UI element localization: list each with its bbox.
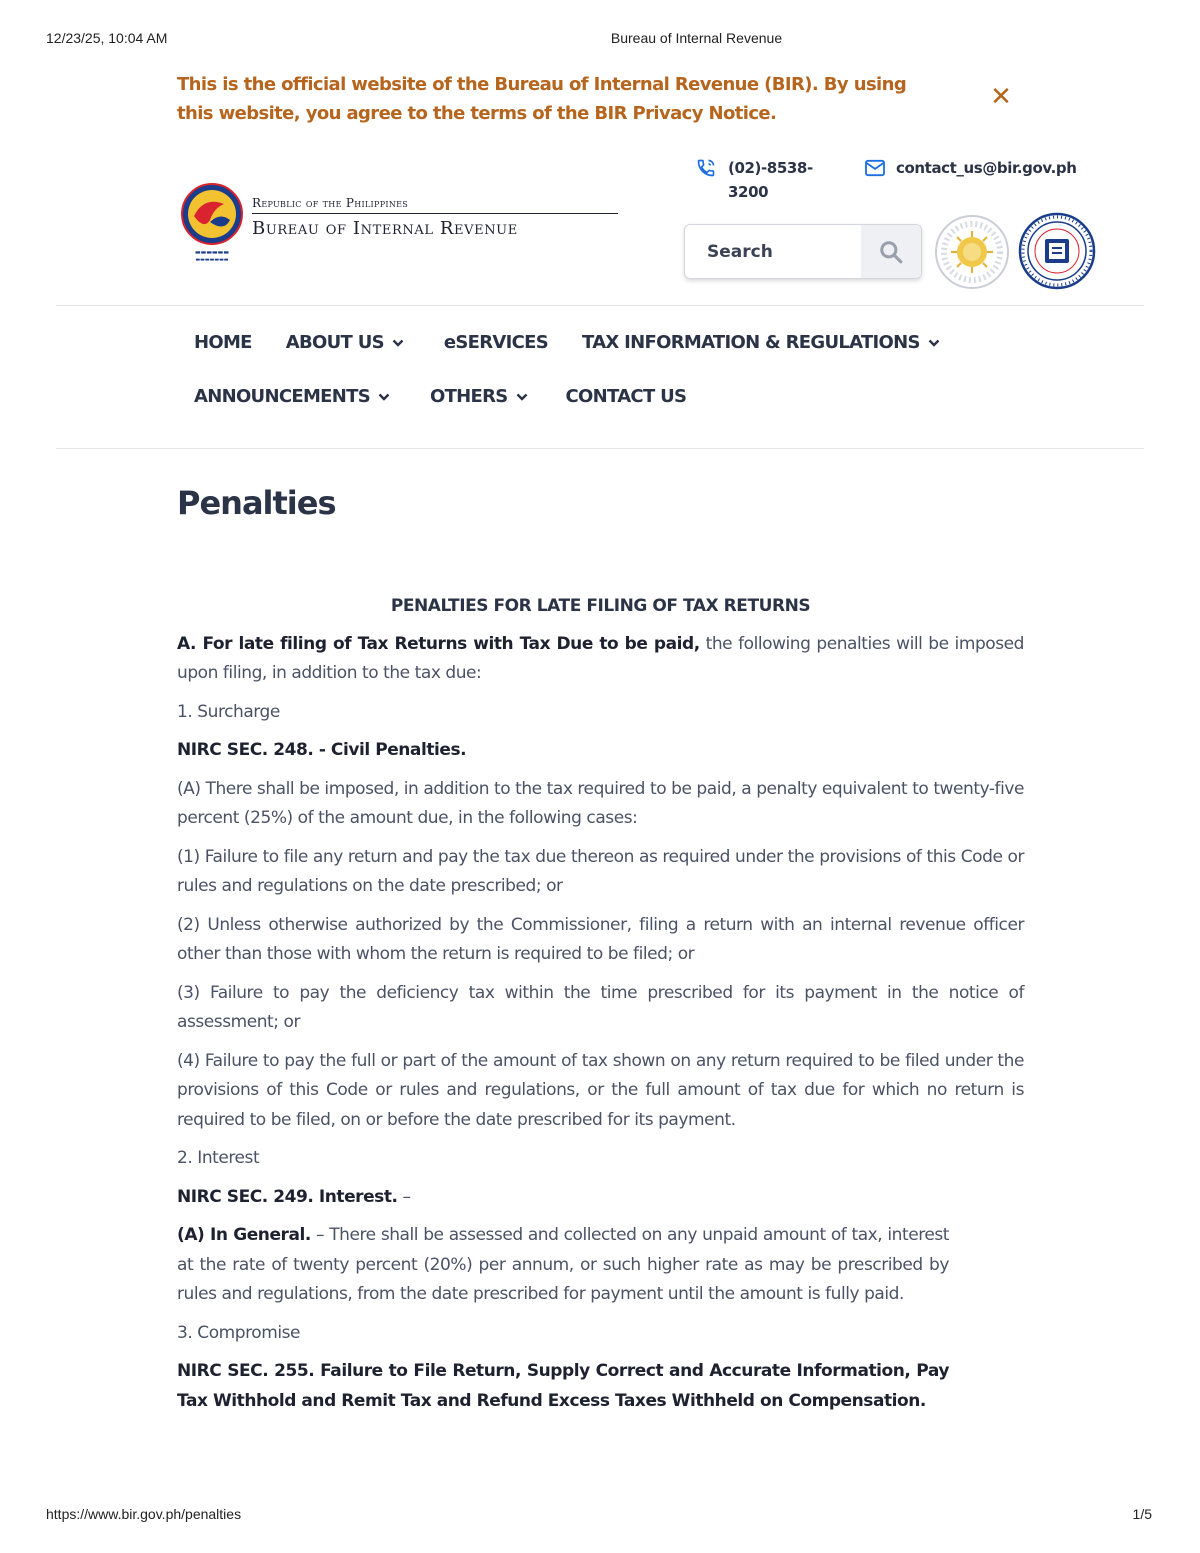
main-nav-row-2: [194, 386, 686, 407]
search-icon: [878, 239, 904, 265]
paragraph-a-lead: A. For late filing of Tax Returns with Tax Due to be paid,: [177, 633, 700, 654]
contact-email[interactable]: [864, 156, 1077, 180]
philippine-seal-icon[interactable]: [934, 214, 1010, 290]
item-compromise: 3. Compromise: [177, 1322, 301, 1343]
print-title: Bureau of Internal Revenue: [610, 30, 783, 46]
sec-249-a-text: – There shall be assessed and collected on any unpaid amount of tax, interest at the rate of twenty percent (20%) per annum, or such higher rate as may be prescribed by rules and regulations, from the date prescribed for payment until the amount is fully paid.: [177, 1225, 949, 1304]
mail-icon: [864, 156, 886, 180]
nav-contact[interactable]: [566, 386, 687, 407]
nav-about[interactable]: [286, 332, 404, 353]
privacy-notice-link[interactable]: BIR Privacy Notice: [594, 103, 771, 124]
sec-248-a: (A) There shall be imposed, in addition to the tax required to be paid, a penalty equivalent to twenty-five percent (25%) of the amount due, in the following cases:: [177, 778, 1024, 828]
svg-text:▬▬▬▬▬▬▬: ▬▬▬▬▬▬▬: [195, 257, 229, 262]
nav-others[interactable]: [430, 386, 528, 407]
header-divider: [56, 305, 1144, 306]
sec-248-a-2: (2) Unless otherwise authorized by the Commissioner, filing a return with an internal revenue officer other than those with whom the return is required to be filed; or: [177, 914, 1024, 964]
chevron-down-icon: [928, 337, 940, 349]
sec-248-a-3: (3) Failure to pay the deficiency tax within the time prescribed for its payment in the notice of assessment; or: [177, 982, 1024, 1032]
nav-divider: [56, 448, 1144, 449]
nav-others-label: OTHERS: [429, 386, 508, 407]
print-datetime: 12/23/25, 10:04 AM: [46, 30, 168, 46]
nav-about-label: ABOUT US: [285, 332, 384, 353]
official-website-notice: [177, 70, 937, 128]
phone-line1: (02)-8538-: [728, 159, 813, 177]
nav-eservices-label: eSERVICES: [443, 332, 549, 353]
sec-249-a-lead: (A) In General.: [177, 1225, 311, 1245]
sec-248-heading: NIRC SEC. 248. - Civil Penalties.: [177, 740, 467, 760]
brand-subtitle: Republic of the Philippines: [252, 196, 618, 214]
search-button[interactable]: [861, 225, 921, 278]
sec-255-heading: NIRC SEC. 255. Failure to File Return, Supply Correct and Accurate Information, Pay Tax Withhold and Remit Tax and Refund Excess Taxes Withheld on Compensation.: [177, 1361, 949, 1411]
nav-eservices[interactable]: [444, 332, 548, 353]
paragraph-a: [177, 630, 1024, 689]
notice-period: .: [770, 103, 777, 124]
item-surcharge: 1. Surcharge: [177, 701, 280, 722]
page-title: Penalties: [177, 484, 336, 522]
chevron-down-icon: [516, 391, 528, 403]
nav-home[interactable]: [194, 332, 252, 353]
section-heading: PENALTIES FOR LATE FILING OF TAX RETURNS: [390, 596, 811, 616]
print-header: [0, 30, 1200, 50]
search-input[interactable]: [685, 242, 863, 262]
contact-phone[interactable]: [696, 156, 813, 204]
svg-text:▬▬▬▬▬▬: ▬▬▬▬▬▬: [194, 249, 230, 256]
sec-248-a-4: (4) Failure to pay the full or part of the amount of tax shown on any return required to be filed under the provisions of this Code or rules and regulations, or the full amount of tax due for which no return is required to be filed, on or before the date prescribed for its payment.: [177, 1050, 1024, 1130]
nav-announcements[interactable]: [194, 386, 390, 407]
sec-249-a: [177, 1221, 949, 1310]
nav-contact-label: CONTACT US: [565, 386, 687, 407]
brand-title: Bureau of Internal Revenue: [252, 218, 518, 239]
nav-tax-information[interactable]: [582, 332, 940, 353]
email-address: contact_us@bir.gov.ph: [896, 159, 1077, 177]
sec-249-dash: –: [397, 1186, 411, 1207]
sec-248-a-1: (1) Failure to file any return and pay the tax due thereon as required under the provisions of this Code or rules and regulations on the date prescribed; or: [177, 846, 1024, 896]
search-box: [684, 224, 922, 279]
bir-logo[interactable]: [180, 182, 244, 262]
article-content: [177, 592, 1024, 1425]
main-nav-row-1: [194, 332, 940, 353]
close-icon[interactable]: ✕: [990, 82, 1012, 112]
brand-block[interactable]: [252, 196, 618, 239]
notice-text: This is the official website of the Bureau of Internal Revenue (BIR). By using this website, you agree to the terms of the: [177, 74, 907, 124]
nav-tax-information-label: TAX INFORMATION & REGULATIONS: [582, 332, 920, 353]
sec-249-heading: [177, 1183, 1024, 1213]
item-interest: 2. Interest: [177, 1148, 260, 1168]
nav-announcements-label: ANNOUNCEMENTS: [194, 386, 370, 407]
sec-249-title: NIRC SEC. 249. Interest.: [177, 1186, 398, 1207]
nav-home-label: HOME: [194, 332, 252, 353]
print-page-number: 1/5: [1132, 1506, 1152, 1522]
print-url: https://www.bir.gov.ph/penalties: [46, 1506, 242, 1522]
foi-seal-icon[interactable]: [1018, 212, 1096, 290]
paragraph-a-text: the following penalties will be imposed upon filing, in addition to the tax due:: [177, 633, 1024, 683]
phone-line2: 3200: [728, 183, 769, 201]
phone-icon: [696, 156, 718, 180]
chevron-down-icon: [392, 337, 404, 349]
chevron-down-icon: [378, 391, 390, 403]
